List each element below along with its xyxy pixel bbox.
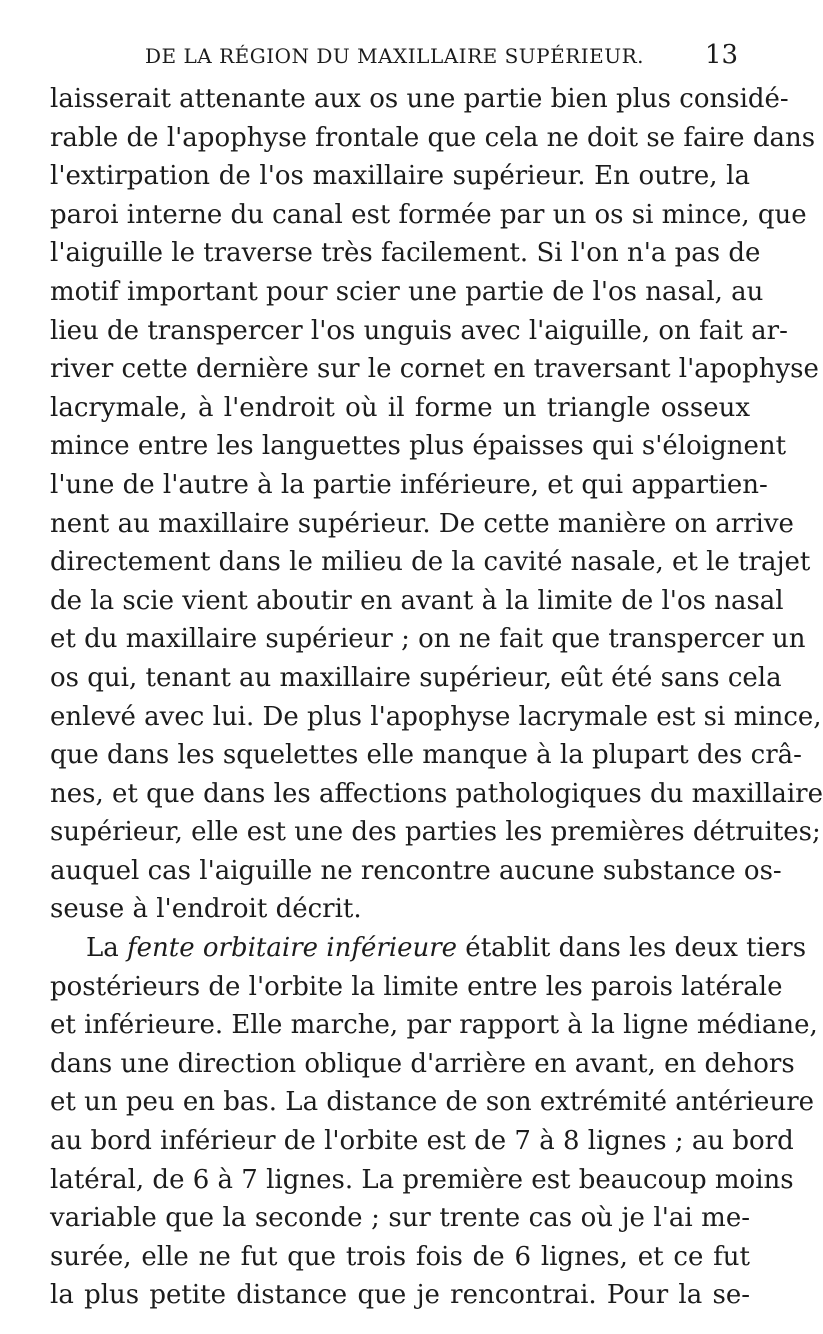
text-line: nes, et que dans les affections pathologiques du maxillaire <box>50 778 823 809</box>
italic-term: fente orbitaire inférieure <box>127 933 458 964</box>
paragraph-lead: La <box>86 933 128 964</box>
text-line-paragraph-end: seuse à l'endroit décrit. <box>50 894 362 925</box>
text-line: la plus petite distance que je rencontrai. Pour la se- <box>50 1280 750 1311</box>
text-line: et inférieure. Elle marche, par rapport à la ligne médiane, <box>50 1010 818 1041</box>
text-line: nent au maxillaire supérieur. De cette manière on arrive <box>50 508 794 539</box>
text-line: supérieur, elle est une des parties les premières détruites; <box>50 817 821 848</box>
text-line: l'une de l'autre à la partie inférieure, et qui appartien- <box>50 469 768 500</box>
text-line: au bord inférieur de l'orbite est de 7 à 8 lignes ; au bord <box>50 1126 794 1157</box>
text-line: l'aiguille le traverse très facilement. Si l'on n'a pas de <box>50 238 761 269</box>
text-line: lieu de transpercer l'os unguis avec l'aiguille, on fait ar- <box>50 315 788 346</box>
paragraph-lead-tail: établit dans les deux tiers <box>457 933 807 964</box>
text-line: latéral, de 6 à 7 lignes. La première est beaucoup moins <box>50 1164 794 1195</box>
paragraph-first-line <box>50 929 807 968</box>
text-line: surée, elle ne fut que trois fois de 6 lignes, et ce fut <box>50 1241 750 1272</box>
text-line: laisserait attenante aux os une partie bien plus considé- <box>50 84 789 114</box>
text-line: que dans les squelettes elle manque à la plupart des crâ- <box>50 740 802 771</box>
text-line: dans une direction oblique d'arrière en avant, en dehors <box>50 1048 795 1079</box>
text-line: lacrymale, à l'endroit où il forme un triangle osseux <box>50 392 750 423</box>
text-line: et du maxillaire supérieur ; on ne fait que transpercer un <box>50 624 806 655</box>
text-line: de la scie vient aboutir en avant à la limite de l'os nasal <box>50 585 784 616</box>
text-line: mince entre les languettes plus épaisses qui s'éloignent <box>50 431 787 462</box>
text-line: l'extirpation de l'os maxillaire supérieur. En outre, la <box>50 161 750 192</box>
text-line: motif important pour scier une partie de l'os nasal, au <box>50 276 764 307</box>
text-line: directement dans le milieu de la cavité nasale, et le trajet <box>50 547 811 578</box>
text-line: variable que la seconde ; sur trente cas où je l'ai me- <box>50 1203 750 1234</box>
body-text <box>50 80 823 1315</box>
text-line: auquel cas l'aiguille ne rencontre aucune substance os- <box>50 855 782 886</box>
text-line: enlevé avec lui. De plus l'apophyse lacrymale est si mince, <box>50 701 822 732</box>
text-line: postérieurs de l'orbite la limite entre les parois latérale <box>50 971 783 1002</box>
running-title: DE LA RÉGION DU MAXILLAIRE SUPÉRIEUR. <box>145 44 645 68</box>
text-line: paroi interne du canal est formée par un os si mince, que <box>50 199 807 230</box>
text-line: rable de l'apophyse frontale que cela ne doit se faire dans <box>50 122 816 153</box>
running-head <box>0 40 800 74</box>
text-line: river cette dernière sur le cornet en traversant l'apophyse <box>50 354 819 385</box>
text-line: os qui, tenant au maxillaire supérieur, eût été sans cela <box>50 662 782 693</box>
page-number: 13 <box>705 40 739 70</box>
text-line: et un peu en bas. La distance de son extrémité antérieure <box>50 1087 815 1118</box>
